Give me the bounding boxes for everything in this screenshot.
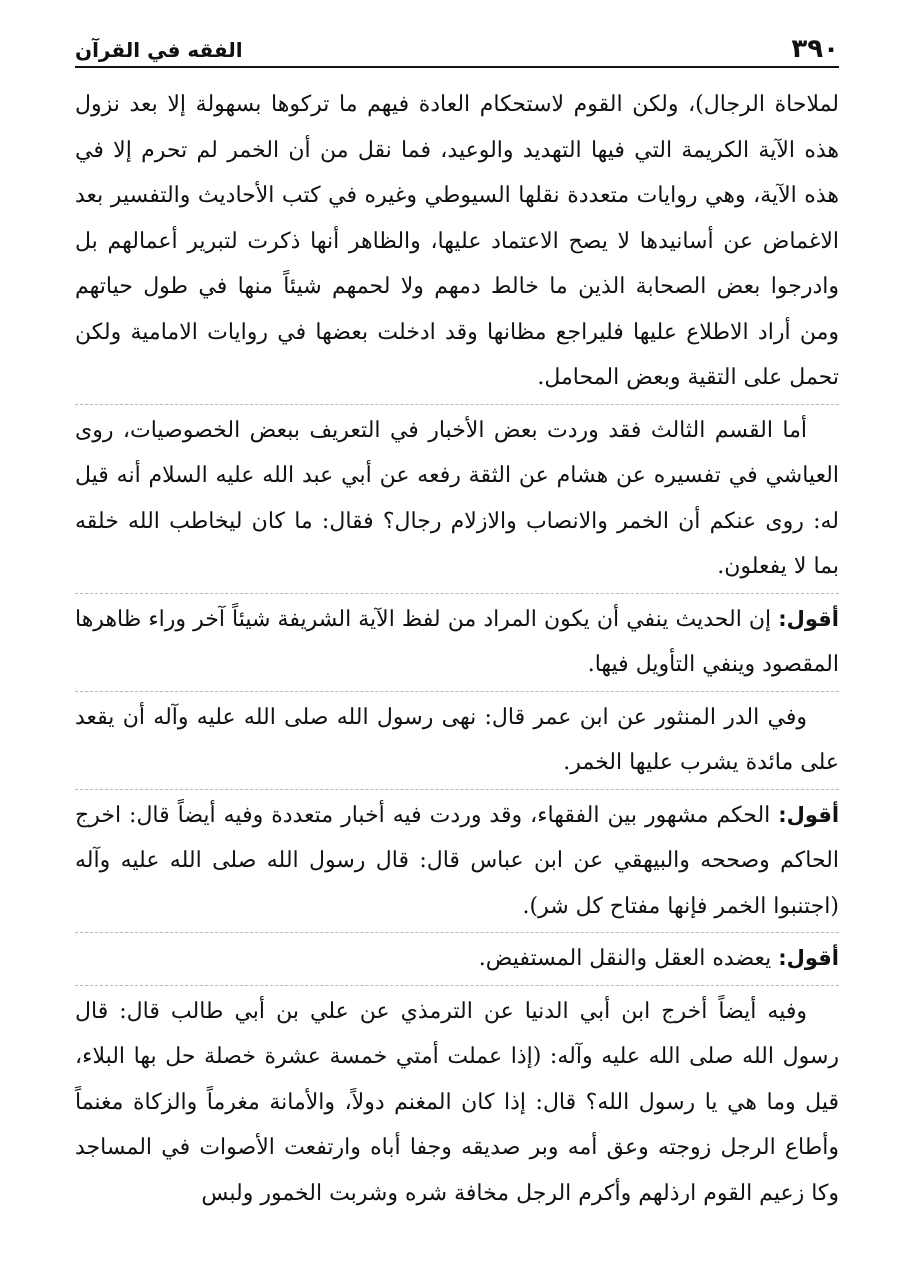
paragraph-2 [75, 404, 839, 590]
paragraph-text: الحكم مشهور بين الفقهاء، وقد وردت فيه أخبار متعددة وفيه أيضاً قال: اخرج الحاكم وصححه والبيهقي عن ابن عباس قال: قال رسول الله صلى الله عليه وآله (اجتنبوا الخمر فإنها مفتاح كل شر). [75, 802, 839, 919]
paragraph-lead: أقول: [778, 802, 840, 827]
paragraph-text: يعضده العقل والنقل المستفيض. [478, 946, 772, 971]
paragraph-1 [75, 82, 839, 401]
paragraph-text: أما القسم الثالث فقد وردت بعض الأخبار في التعريف ببعض الخصوصيات، روى العياشي في تفسيره عن هشام عن الثقة رفعه عن أبي عبد الله عليه السلام أنه قيل له: روى عنكم أن الخمر والانصاب والازلام رجال؟ فقال: ما كان ليخاطب الله خلقه بما لا يفعلون. [75, 417, 839, 579]
page-header [75, 26, 839, 68]
paragraph-4 [75, 691, 839, 786]
body-text [75, 82, 839, 1216]
paragraph-text: إن الحديث ينفي أن يكون المراد من لفظ الآية الشريفة شيئاً آخر وراء ظاهرها المقصود وينفي التأويل فيها. [75, 606, 839, 677]
paragraph-text: وفيه أيضاً أخرج ابن أبي الدنيا عن الترمذي عن علي بن أبي طالب قال: قال رسول الله صلى الله عليه وآله: (إذا عملت أمتي خمسة عشرة خصلة حل بها البلاء، قيل وما هي يا رسول الله؟ قال: إذا كان المغنم دولاً، والأمانة مغرماً والزكاة مغنماً وأطاع الرجل زوجته وعق أمه وبر صديقه وجفا أباه وارتفعت الأصوات في المساجد وكا زعيم القوم ارذلهم وأكرم الرجل مخافة شره وشربت الخمور ولبس [75, 998, 839, 1206]
paragraph-text: وفي الدر المنثور عن ابن عمر قال: نهى رسول الله صلى الله عليه وآله أن يقعد على مائدة يشرب عليها الخمر. [75, 704, 839, 775]
paragraph-3 [75, 593, 839, 688]
page-number: ٣٩٠ [791, 34, 839, 64]
paragraph-lead: أقول: [778, 946, 839, 970]
paragraph-5 [75, 789, 839, 930]
paragraph-text: لملاحاة الرجال)، ولكن القوم لاستحكام العادة فيهم ما تركوها بسهولة إلا بعد نزول هذه الآية الكريمة التي فيها التهديد والوعيد، فما نقل من أن الخمر لم تحرم إلا في هذه الآية، وهي روايات متعددة نقلها السيوطي وغيره في كتب الأحاديث والتفسير بعد الاغماض عن أسانيدها لا يصح الاعتماد عليها، والظاهر أنها ذكرت لتبرير أعمالهم بل وادرجوا بعض الصحابة الذين ما خالط دمهم ولا لحمهم شيئاً منها في طول حياتهم ومن أراد الاطلاع عليها فليراجع مظانها وقد ادخلت بعضها في روايات الامامية ولكن تحمل على التقية وبعض المحامل. [75, 92, 839, 390]
paragraph-lead: أقول: [778, 606, 839, 631]
paragraph-7 [75, 985, 839, 1217]
running-title: الفقه في القرآن [75, 38, 243, 62]
book-page [75, 26, 839, 1216]
paragraph-6 [75, 932, 839, 982]
